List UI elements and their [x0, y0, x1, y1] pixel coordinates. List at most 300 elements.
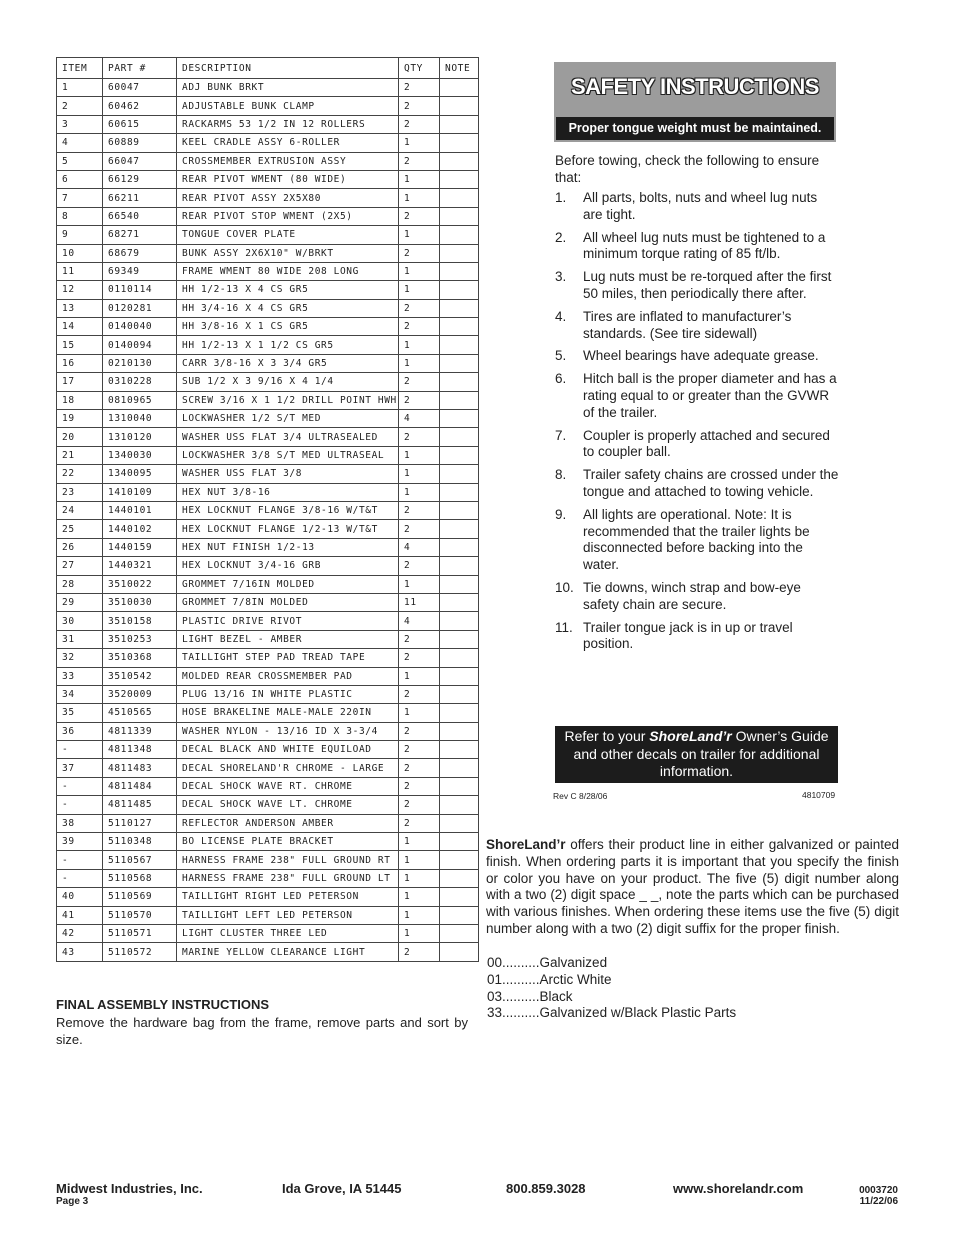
cell-item: 21: [57, 446, 103, 464]
cell-description: HH 1/2-13 X 4 CS GR5: [177, 281, 399, 299]
table-row: [57, 612, 479, 630]
cell-part-number: 0110114: [103, 281, 177, 299]
cell-part-number: 1340095: [103, 465, 177, 483]
cell-item: 16: [57, 354, 103, 372]
cell-note: [440, 354, 479, 372]
cell-qty: 4: [399, 410, 440, 428]
list-item-text: Trailer tongue jack is in up or travel position.: [583, 619, 793, 652]
table-row: [57, 79, 479, 97]
refer-pre: Refer to your: [564, 728, 650, 744]
cell-description: BO LICENSE PLATE BRACKET: [177, 833, 399, 851]
finish-code: 33..........: [487, 1005, 540, 1021]
cell-note: [440, 685, 479, 703]
cell-qty: 2: [399, 685, 440, 703]
cell-qty: 1: [399, 833, 440, 851]
cell-qty: 2: [399, 501, 440, 519]
table-row: [57, 152, 479, 170]
cell-note: [440, 612, 479, 630]
cell-part-number: 5110567: [103, 851, 177, 869]
cell-part-number: 1440101: [103, 501, 177, 519]
table-row: [57, 759, 479, 777]
cell-qty: 2: [399, 391, 440, 409]
cell-part-number: 69349: [103, 262, 177, 280]
finish-code-row: [487, 989, 736, 1006]
cell-description: TAILLIGHT STEP PAD TREAD TAPE: [177, 649, 399, 667]
cell-qty: 1: [399, 869, 440, 887]
cell-note: [440, 318, 479, 336]
cell-part-number: 66211: [103, 189, 177, 207]
cell-note: [440, 538, 479, 556]
cell-qty: 1: [399, 281, 440, 299]
cell-qty: 2: [399, 759, 440, 777]
list-item-text: Tie downs, winch strap and bow-eye safety chain are secure.: [583, 579, 801, 612]
cell-qty: 1: [399, 354, 440, 372]
cell-qty: 1: [399, 483, 440, 501]
table-row: [57, 777, 479, 795]
cell-part-number: 4510565: [103, 704, 177, 722]
cell-qty: 1: [399, 667, 440, 685]
finish-codes: [487, 955, 736, 1022]
cell-note: [440, 575, 479, 593]
cell-description: HEX LOCKNUT 3/4-16 GRB: [177, 557, 399, 575]
cell-item: 38: [57, 814, 103, 832]
cell-description: FRAME WMENT 80 WIDE 208 LONG: [177, 262, 399, 280]
cell-note: [440, 943, 479, 961]
cell-item: 33: [57, 667, 103, 685]
table-row: [57, 244, 479, 262]
cell-note: [440, 410, 479, 428]
cell-note: [440, 207, 479, 225]
list-item-number: 1.: [555, 190, 567, 205]
table-row: [57, 685, 479, 703]
cell-description: LIGHT CLUSTER THREE LED: [177, 924, 399, 942]
cell-item: 13: [57, 299, 103, 317]
cell-note: [440, 428, 479, 446]
cell-qty: 2: [399, 207, 440, 225]
cell-note: [440, 446, 479, 464]
list-item-text: Hitch ball is the proper diameter and has a rating equal to or greater than the GVWR of the trailer.: [583, 371, 837, 420]
refer-brand: ShoreLand’r: [649, 728, 732, 744]
cell-part-number: 66129: [103, 170, 177, 188]
cell-part-number: 3510368: [103, 649, 177, 667]
cell-item: 42: [57, 924, 103, 942]
table-row: [57, 888, 479, 906]
table-row: [57, 704, 479, 722]
cell-item: 17: [57, 373, 103, 391]
table-row: [57, 833, 479, 851]
finish-name: Galvanized w/Black Plastic Parts: [539, 1005, 737, 1021]
cell-description: TONGUE COVER PLATE: [177, 226, 399, 244]
finish-name: Arctic White: [539, 971, 612, 987]
footer-form-number: 0003720: [859, 1185, 898, 1196]
cell-note: [440, 722, 479, 740]
parts-table: [56, 57, 479, 962]
cell-note: [440, 170, 479, 188]
footer-date: 11/22/06: [859, 1196, 898, 1207]
list-item-text: Trailer safety chains are crossed under the tongue and attached to towing vehicle.: [583, 467, 839, 499]
cell-qty: 1: [399, 924, 440, 942]
cell-item: -: [57, 741, 103, 759]
cell-qty: 1: [399, 906, 440, 924]
cell-part-number: 0210130: [103, 354, 177, 372]
cell-note: [440, 79, 479, 97]
cell-qty: 2: [399, 796, 440, 814]
cell-description: HARNESS FRAME 238" FULL GROUND LT: [177, 869, 399, 887]
finish-brand: ShoreLand’r: [486, 837, 566, 852]
cell-part-number: 1440159: [103, 538, 177, 556]
cell-note: [440, 704, 479, 722]
header-part-number: PART #: [103, 58, 177, 79]
cell-qty: 2: [399, 97, 440, 115]
table-row: [57, 630, 479, 648]
cell-note: [440, 906, 479, 924]
table-row: [57, 796, 479, 814]
refer-box: [555, 726, 838, 783]
cell-description: HH 1/2-13 X 1 1/2 CS GR5: [177, 336, 399, 354]
cell-item: 7: [57, 189, 103, 207]
cell-note: [440, 281, 479, 299]
cell-part-number: 66047: [103, 152, 177, 170]
cell-description: DECAL SHOCK WAVE LT. CHROME: [177, 796, 399, 814]
revision-label: Rev C 8/28/06: [553, 791, 608, 801]
table-row: [57, 943, 479, 961]
list-item-text: Lug nuts must be re-torqued after the first 50 miles, then periodically there after.: [583, 269, 832, 301]
footer-location: Ida Grove, IA 51445: [282, 1181, 402, 1196]
list-item-number: 2.: [555, 229, 567, 245]
cell-note: [440, 115, 479, 133]
cell-part-number: 5110568: [103, 869, 177, 887]
cell-description: LOCKWASHER 3/8 S/T MED ULTRASEAL: [177, 446, 399, 464]
cell-description: HEX LOCKNUT FLANGE 1/2-13 W/T&T: [177, 520, 399, 538]
cell-qty: 1: [399, 704, 440, 722]
cell-note: [440, 262, 479, 280]
table-row: [57, 428, 479, 446]
cell-qty: 2: [399, 373, 440, 391]
cell-item: 23: [57, 483, 103, 501]
list-item-text: All parts, bolts, nuts and wheel lug nuts are tight.: [583, 190, 818, 222]
cell-part-number: 0140040: [103, 318, 177, 336]
table-row: [57, 906, 479, 924]
cell-part-number: 4811485: [103, 796, 177, 814]
cell-note: [440, 741, 479, 759]
cell-description: WASHER NYLON - 13/16 ID X 3-3/4: [177, 722, 399, 740]
cell-item: 12: [57, 281, 103, 299]
cell-item: 34: [57, 685, 103, 703]
cell-qty: 2: [399, 722, 440, 740]
cell-part-number: 68679: [103, 244, 177, 262]
cell-qty: 1: [399, 226, 440, 244]
cell-note: [440, 299, 479, 317]
cell-note: [440, 557, 479, 575]
cell-part-number: 60462: [103, 97, 177, 115]
cell-item: 32: [57, 649, 103, 667]
cell-qty: 2: [399, 244, 440, 262]
cell-qty: 2: [399, 777, 440, 795]
cell-description: DECAL BLACK AND WHITE EQUILOAD: [177, 741, 399, 759]
cell-qty: 2: [399, 520, 440, 538]
table-row: [57, 501, 479, 519]
cell-qty: 1: [399, 575, 440, 593]
cell-item: 29: [57, 593, 103, 611]
header-qty: QTY: [399, 58, 440, 79]
list-item-number: 9.: [555, 506, 567, 522]
cell-note: [440, 520, 479, 538]
cell-note: [440, 483, 479, 501]
parts-table-header: [57, 58, 479, 79]
cell-qty: 2: [399, 428, 440, 446]
finish-code: 00..........: [487, 955, 540, 970]
cell-note: [440, 869, 479, 887]
cell-description: LIGHT BEZEL - AMBER: [177, 630, 399, 648]
cell-description: WASHER USS FLAT 3/8: [177, 465, 399, 483]
cell-description: MOLDED REAR CROSSMEMBER PAD: [177, 667, 399, 685]
cell-note: [440, 465, 479, 483]
cell-qty: 2: [399, 814, 440, 832]
cell-qty: 1: [399, 262, 440, 280]
cell-item: 24: [57, 501, 103, 519]
table-row: [57, 373, 479, 391]
cell-note: [440, 336, 479, 354]
table-row: [57, 538, 479, 556]
cell-description: RACKARMS 53 1/2 IN 12 ROLLERS: [177, 115, 399, 133]
list-item: [555, 620, 840, 654]
cell-note: [440, 777, 479, 795]
footer-page: Page 3: [56, 1196, 89, 1207]
list-item-text: Wheel bearings have adequate grease.: [583, 348, 819, 364]
finish-text: offers their product line in either galvanized or painted finish. When ordering parts it is important that you specify the finish or color you have on your product. The five (5) digit number along with a two (2) digit space _ _, note the parts which can be purchased with various finishes. When ordering these items use the five (5) digit number along with a two (2) digit suffix for the proper finish.: [486, 837, 899, 936]
cell-part-number: 1340030: [103, 446, 177, 464]
cell-item: 40: [57, 888, 103, 906]
cell-description: SUB 1/2 X 3 9/16 X 4 1/4: [177, 373, 399, 391]
cell-note: [440, 593, 479, 611]
cell-note: [440, 888, 479, 906]
cell-item: 43: [57, 943, 103, 961]
cell-description: ADJ BUNK BRKT: [177, 79, 399, 97]
table-row: [57, 446, 479, 464]
cell-item: -: [57, 869, 103, 887]
safety-header-box: [554, 62, 836, 142]
cell-part-number: 1440321: [103, 557, 177, 575]
cell-item: 3: [57, 115, 103, 133]
cell-note: [440, 97, 479, 115]
cell-item: 20: [57, 428, 103, 446]
cell-part-number: 3520009: [103, 685, 177, 703]
finish-name: Black: [539, 988, 573, 1004]
cell-description: WASHER USS FLAT 3/4 ULTRASEALED: [177, 428, 399, 446]
cell-qty: 4: [399, 612, 440, 630]
table-row: [57, 869, 479, 887]
cell-item: 4: [57, 134, 103, 152]
cell-part-number: 60047: [103, 79, 177, 97]
table-row: [57, 262, 479, 280]
cell-part-number: 1410109: [103, 483, 177, 501]
table-row: [57, 299, 479, 317]
cell-part-number: 0120281: [103, 299, 177, 317]
cell-note: [440, 649, 479, 667]
cell-part-number: 4811484: [103, 777, 177, 795]
cell-part-number: 5110570: [103, 906, 177, 924]
list-item: [555, 371, 840, 421]
cell-description: DECAL SHOCK WAVE RT. CHROME: [177, 777, 399, 795]
cell-part-number: 5110572: [103, 943, 177, 961]
finish-paragraph: [486, 837, 899, 938]
cell-note: [440, 226, 479, 244]
cell-part-number: 4811339: [103, 722, 177, 740]
cell-description: PLUG 13/16 IN WHITE PLASTIC: [177, 685, 399, 703]
parts-table-body: [57, 79, 479, 962]
cell-item: 18: [57, 391, 103, 409]
cell-item: 14: [57, 318, 103, 336]
cell-item: -: [57, 777, 103, 795]
cell-description: CARR 3/8-16 X 3 3/4 GR5: [177, 354, 399, 372]
cell-part-number: 5110348: [103, 833, 177, 851]
table-row: [57, 391, 479, 409]
cell-item: 2: [57, 97, 103, 115]
list-item: [555, 309, 840, 343]
cell-part-number: 3510030: [103, 593, 177, 611]
cell-item: 8: [57, 207, 103, 225]
cell-part-number: 5110127: [103, 814, 177, 832]
cell-description: HH 3/4-16 X 4 CS GR5: [177, 299, 399, 317]
cell-qty: 2: [399, 299, 440, 317]
cell-qty: 2: [399, 152, 440, 170]
footer-company-block: [56, 1181, 203, 1207]
cell-item: 39: [57, 833, 103, 851]
cell-description: CROSSMEMBER EXTRUSION ASSY: [177, 152, 399, 170]
table-row: [57, 814, 479, 832]
cell-qty: 2: [399, 557, 440, 575]
cell-description: HARNESS FRAME 238" FULL GROUND RT: [177, 851, 399, 869]
cell-part-number: 60615: [103, 115, 177, 133]
list-item: [555, 428, 840, 462]
safety-title: SAFETY INSTRUCTIONS: [570, 74, 819, 99]
finish-code-row: [487, 1005, 736, 1022]
list-item: [555, 230, 840, 264]
list-item: [555, 269, 840, 303]
cell-description: BUNK ASSY 2X6X10" W/BRKT: [177, 244, 399, 262]
table-row: [57, 520, 479, 538]
cell-note: [440, 501, 479, 519]
table-row: [57, 557, 479, 575]
cell-item: 11: [57, 262, 103, 280]
cell-description: ADJUSTABLE BUNK CLAMP: [177, 97, 399, 115]
cell-qty: 1: [399, 465, 440, 483]
list-item-number: 8.: [555, 467, 567, 483]
table-row: [57, 722, 479, 740]
cell-item: 15: [57, 336, 103, 354]
cell-qty: 1: [399, 134, 440, 152]
cell-qty: 1: [399, 446, 440, 464]
list-item-number: 10.: [555, 579, 574, 595]
list-item-number: 6.: [555, 371, 567, 387]
cell-description: HEX LOCKNUT FLANGE 3/8-16 W/T&T: [177, 501, 399, 519]
cell-description: KEEL CRADLE ASSY 6-ROLLER: [177, 134, 399, 152]
header-description: DESCRIPTION: [177, 58, 399, 79]
footer-company: Midwest Industries, Inc.: [56, 1181, 203, 1196]
table-row: [57, 170, 479, 188]
cell-item: 1: [57, 79, 103, 97]
table-row: [57, 741, 479, 759]
table-row: [57, 410, 479, 428]
cell-part-number: 4811348: [103, 741, 177, 759]
table-row: [57, 483, 479, 501]
list-item: [555, 348, 840, 365]
cell-description: DECAL SHORELAND'R CHROME - LARGE: [177, 759, 399, 777]
decal-doc-number: 4810709: [802, 790, 836, 800]
cell-qty: 2: [399, 318, 440, 336]
cell-item: -: [57, 851, 103, 869]
cell-qty: 1: [399, 170, 440, 188]
cell-item: 25: [57, 520, 103, 538]
cell-note: [440, 391, 479, 409]
cell-qty: 2: [399, 741, 440, 759]
cell-item: 27: [57, 557, 103, 575]
safety-intro: Before towing, check the following to ensure that:: [555, 153, 820, 185]
finish-code: 01..........: [487, 971, 540, 987]
finish-code-row: [487, 955, 736, 972]
table-row: [57, 575, 479, 593]
cell-item: 37: [57, 759, 103, 777]
cell-description: HEX NUT FINISH 1/2-13: [177, 538, 399, 556]
cell-qty: 1: [399, 851, 440, 869]
cell-item: 41: [57, 906, 103, 924]
cell-qty: 2: [399, 649, 440, 667]
cell-note: [440, 924, 479, 942]
table-row: [57, 189, 479, 207]
cell-description: SCREW 3/16 X 1 1/2 DRILL POINT HWH: [177, 391, 399, 409]
finish-code: 03..........: [487, 988, 540, 1004]
cell-description: MARINE YELLOW CLEARANCE LIGHT: [177, 943, 399, 961]
list-item: [555, 467, 840, 501]
cell-part-number: 3510158: [103, 612, 177, 630]
cell-note: [440, 833, 479, 851]
cell-part-number: 1310040: [103, 410, 177, 428]
list-item-text: Coupler is properly attached and secured to coupler ball.: [583, 427, 830, 460]
table-row: [57, 226, 479, 244]
cell-description: REFLECTOR ANDERSON AMBER: [177, 814, 399, 832]
list-item-number: 3.: [555, 269, 567, 285]
safety-checklist: [555, 190, 840, 659]
cell-item: 36: [57, 722, 103, 740]
cell-item: 19: [57, 410, 103, 428]
cell-part-number: 1440102: [103, 520, 177, 538]
cell-qty: 11: [399, 593, 440, 611]
table-row: [57, 354, 479, 372]
final-assembly-body: Remove the hardware bag from the frame, remove parts and sort by size.: [56, 1015, 468, 1047]
cell-description: REAR PIVOT WMENT (80 WIDE): [177, 170, 399, 188]
table-row: [57, 318, 479, 336]
cell-qty: 2: [399, 630, 440, 648]
cell-part-number: 68271: [103, 226, 177, 244]
cell-qty: 4: [399, 538, 440, 556]
cell-description: HEX NUT 3/8-16: [177, 483, 399, 501]
table-row: [57, 593, 479, 611]
safety-subtitle: Proper tongue weight must be maintained.: [556, 117, 834, 140]
cell-item: 31: [57, 630, 103, 648]
cell-note: [440, 667, 479, 685]
list-item-text: All lights are operational. Note: It is recommended that the trailer lights be disconnected before backing into the water.: [583, 506, 810, 573]
table-row: [57, 97, 479, 115]
cell-part-number: 3510253: [103, 630, 177, 648]
cell-item: 10: [57, 244, 103, 262]
list-item-text: Tires are inflated to manufacturer’s standards. (See tire sidewall): [583, 308, 792, 341]
cell-part-number: 4811483: [103, 759, 177, 777]
cell-item: 22: [57, 465, 103, 483]
cell-part-number: 0310228: [103, 373, 177, 391]
cell-part-number: 0140094: [103, 336, 177, 354]
cell-qty: 2: [399, 79, 440, 97]
table-row: [57, 465, 479, 483]
